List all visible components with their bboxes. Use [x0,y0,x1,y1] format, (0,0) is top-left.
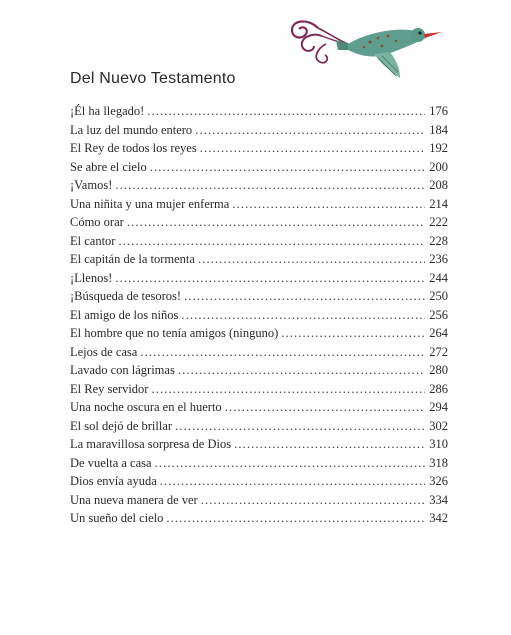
toc-dot-leader [140,345,425,360]
toc-dot-leader [150,160,425,175]
toc-entry-page-number: 326 [429,474,448,488]
toc-dot-leader [166,511,425,526]
toc-entry-page-number: 200 [429,159,448,174]
toc-entry [70,326,448,345]
toc-entry-page-number: 236 [429,252,448,266]
toc-dot-leader [200,141,425,156]
toc-entry-title: Se abre el cielo [70,159,147,174]
toc-entry-title: El Rey servidor [70,381,149,396]
toc-entry [70,474,448,493]
toc-dot-leader [115,271,425,286]
toc-entry-title: ¡Él ha llegado! [70,104,145,118]
toc-entry-title: ¡Llenos! [70,270,113,285]
toc-entry [70,104,448,123]
toc-entry-title: Una noche oscura en el huerto [70,400,222,414]
toc-entry-title: Una nueva manera de ver [70,492,198,507]
toc-entry [70,437,448,456]
toc-dot-leader [225,400,425,415]
toc-entry [70,178,448,197]
toc-dot-leader [234,437,425,452]
toc-entry [70,400,448,419]
toc-entry-page-number: 264 [429,326,448,340]
toc-entry [70,197,448,216]
toc-dot-leader [201,493,425,508]
toc-entry [70,141,448,160]
toc-entry-title: El cantor [70,233,116,248]
toc-entry-title: ¡Búsqueda de tesoros! [70,289,182,303]
flying-bird-icon [278,14,448,84]
toc-entry [70,382,448,401]
toc-entry [70,160,448,179]
toc-dot-leader [232,197,425,212]
toc-dot-leader [175,419,425,434]
toc-entry [70,289,448,308]
toc-entry-page-number: 184 [429,122,448,137]
toc-entry-title: El sol dejó de brillar [70,418,173,433]
toc-dot-leader [147,104,425,119]
toc-dot-leader [127,215,425,230]
toc-entry-page-number: 192 [429,141,448,155]
toc-entry-page-number: 310 [429,437,448,451]
toc-entry [70,123,448,142]
toc-dot-leader [281,326,425,341]
toc-entry-page-number: 256 [429,307,448,322]
toc-entry-title: Una niñita y una mujer enferma [70,196,230,211]
toc-entry-title: Cómo orar [70,215,124,229]
toc-dot-leader [184,289,425,304]
toc-entry [70,456,448,475]
toc-entry-page-number: 244 [429,270,448,285]
toc-entry [70,511,448,530]
toc-entry [70,345,448,364]
toc-entry-title: De vuelta a casa [70,455,152,470]
toc-dot-leader [151,382,425,397]
toc-entry-title: Un sueño del cielo [70,511,164,525]
toc-dot-leader [118,234,425,249]
section-title: Del Nuevo Testamento [70,70,236,87]
toc-dot-leader [181,308,425,323]
toc-entry-page-number: 334 [429,492,448,507]
toc-entry-title: El amigo de los niños [70,307,179,322]
toc-dot-leader [178,363,425,378]
toc-entry-title: Dios envía ayuda [70,474,157,488]
toc-entry-page-number: 208 [429,178,448,192]
toc-entry-page-number: 272 [429,344,448,359]
toc-entry-page-number: 286 [429,381,448,396]
toc-entry [70,493,448,512]
toc-entry [70,215,448,234]
toc-entry-page-number: 302 [429,418,448,433]
toc-entry-title: Lejos de casa [70,344,138,359]
toc-entry-page-number: 280 [429,363,448,377]
toc-entry-page-number: 228 [429,233,448,248]
toc-entry-page-number: 294 [429,400,448,414]
toc-dot-leader [115,178,425,193]
toc-entry-title: El hombre que no tenía amigos (ninguno) [70,326,279,340]
toc-entry-title: Lavado con lágrimas [70,363,175,377]
toc-entry [70,234,448,253]
toc-entry [70,363,448,382]
toc-entry [70,271,448,290]
toc-entry-page-number: 214 [429,196,448,211]
toc-entry-title: La maravillosa sorpresa de Dios [70,437,232,451]
toc-entry-title: El Rey de todos los reyes [70,141,197,155]
toc-entry-title: ¡Vamos! [70,178,113,192]
toc-dot-leader [160,474,425,489]
toc-entry-page-number: 176 [429,104,448,118]
toc-entry-page-number: 318 [429,455,448,470]
toc-entry [70,419,448,438]
toc-dot-leader [198,252,425,267]
toc-entry-page-number: 342 [429,511,448,525]
toc-entry [70,308,448,327]
toc-entry-title: El capitán de la tormenta [70,252,195,266]
toc-dot-leader [195,123,425,138]
toc-entry-title: La luz del mundo entero [70,122,193,137]
toc-entry-page-number: 250 [429,289,448,303]
toc-entry-page-number: 222 [429,215,448,229]
toc-entry [70,252,448,271]
toc-dot-leader [155,456,425,471]
table-of-contents [70,104,448,530]
